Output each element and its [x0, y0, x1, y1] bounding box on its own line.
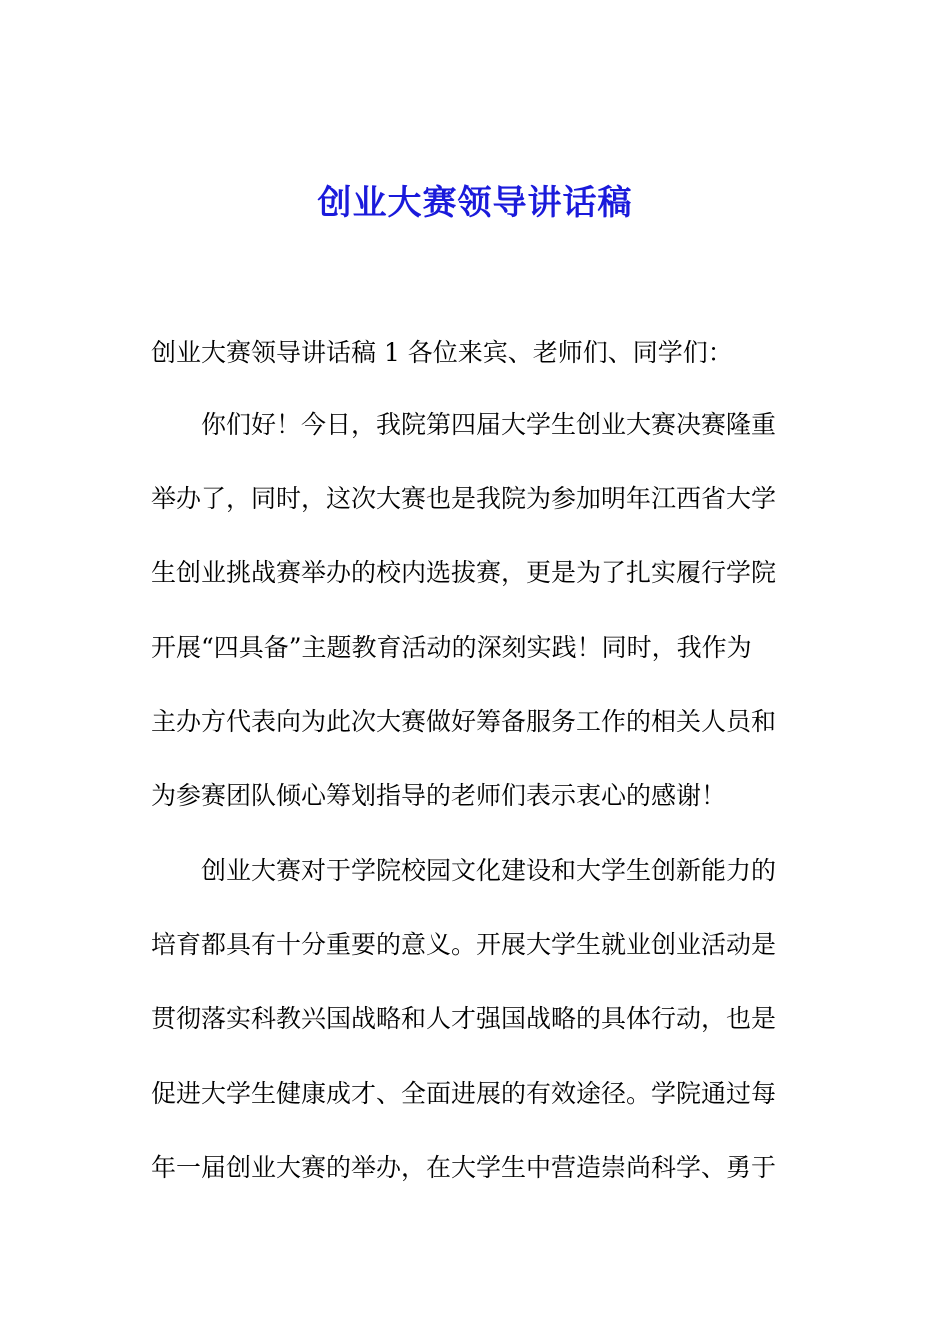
- text-line: 创业大赛领导讲话稿 1 各位来宾、老师们、同学们：: [151, 338, 733, 367]
- text-line: 生创业挑战赛举办的校内选拔赛，更是为了扎实履行学院: [151, 558, 777, 587]
- text-line: 培育都具有十分重要的意义。开展大学生就业创业活动是: [151, 930, 777, 959]
- text-line: 促进大学生健康成才、全面进展的有效途径。学院通过每: [151, 1079, 777, 1108]
- text-line: 开展“四具备”主题教育活动的深刻实践！同时，我作为: [151, 633, 752, 662]
- text-line: 举办了，同时，这次大赛也是我院为参加明年江西省大学: [151, 484, 777, 513]
- text-line: 创业大赛对于学院校园文化建设和大学生创新能力的: [201, 856, 777, 885]
- text-line: 贯彻落实科教兴国战略和人才强国战略的具体行动，也是: [151, 1004, 777, 1033]
- text-line: 主办方代表向为此次大赛做好筹备服务工作的相关人员和: [151, 707, 777, 736]
- text-line: 年一届创业大赛的举办，在大学生中营造崇尚科学、勇于: [151, 1153, 777, 1182]
- text-line: 为参赛团队倾心筹划指导的老师们表示衷心的感谢！: [151, 781, 727, 810]
- text-line: 你们好！今日，我院第四届大学生创业大赛决赛隆重: [201, 410, 777, 439]
- document-title: 创业大赛领导讲话稿: [317, 183, 633, 223]
